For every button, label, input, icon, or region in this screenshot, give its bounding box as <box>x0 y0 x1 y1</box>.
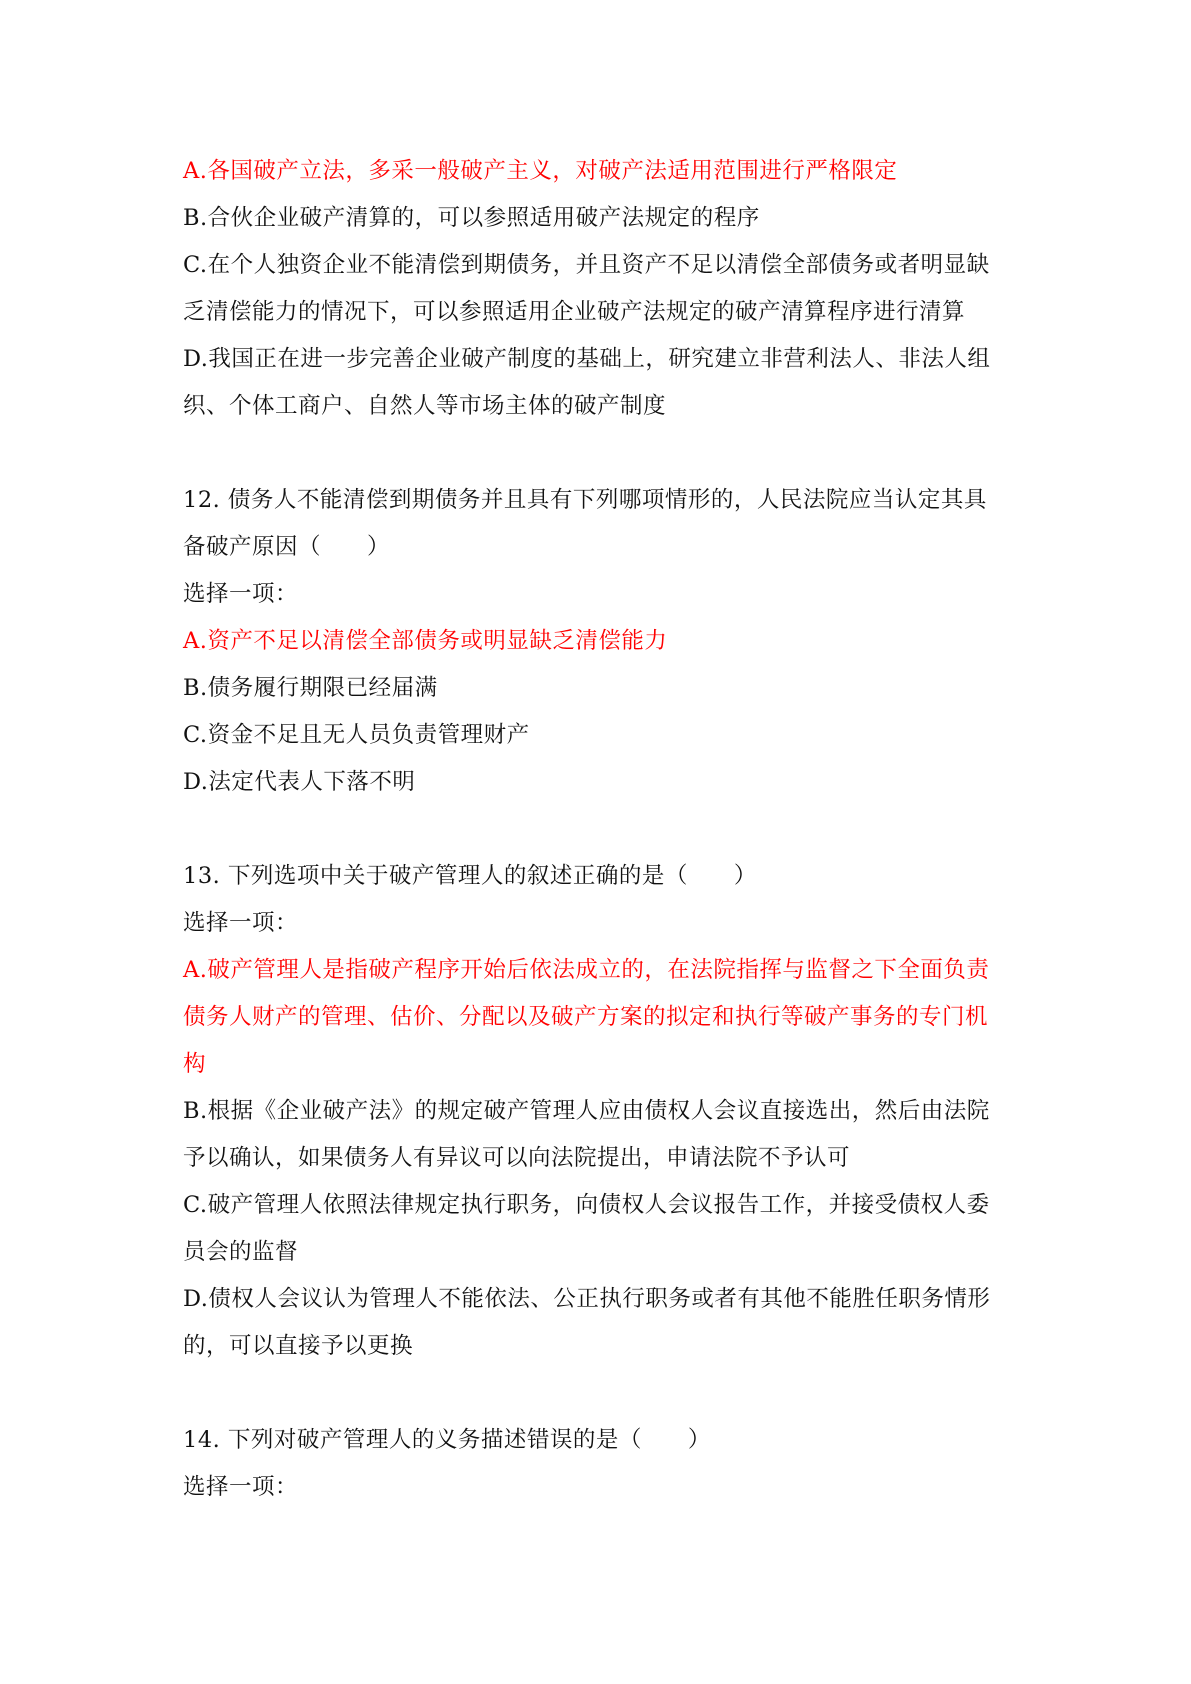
q13-stem: 13. 下列选项中关于破产管理人的叙述正确的是（ ） <box>183 863 757 889</box>
spacer <box>183 1370 1023 1417</box>
q12-option-d: D.法定代表人下落不明 <box>183 769 416 795</box>
q11-option-a-correct: A.各国破产立法，多采一般破产主义，对破产法适用范围进行严格限定 <box>183 158 898 184</box>
q12-stem-line-2: 备破产原因（ ） <box>183 534 391 560</box>
q13-option-a-line-2: 债务人财产的管理、估价、分配以及破产方案的拟定和执行等破产事务的专门机 <box>183 1004 989 1030</box>
spacer <box>183 806 1023 853</box>
q13-prompt: 选择一项： <box>183 910 299 936</box>
question-13 <box>183 853 1023 1370</box>
q14-stem: 14. 下列对破产管理人的义务描述错误的是（ ） <box>183 1427 711 1453</box>
q12-stem-line-1: 12. 债务人不能清偿到期债务并且具有下列哪项情形的，人民法院应当认定其具 <box>183 487 987 513</box>
q14-prompt: 选择一项： <box>183 1474 299 1500</box>
q13-option-d-line-2: 的，可以直接予以更换 <box>183 1333 414 1359</box>
spacer <box>183 430 1023 477</box>
question-11-options <box>183 148 1023 430</box>
q13-option-b-line-1: B.根据《企业破产法》的规定破产管理人应由债权人会议直接选出，然后由法院 <box>183 1098 990 1124</box>
q12-option-a-correct: A.资产不足以清偿全部债务或明显缺乏清偿能力 <box>183 628 668 654</box>
q13-option-c-line-2: 员会的监督 <box>183 1239 299 1265</box>
q11-option-c-line-1: C.在个人独资企业不能清偿到期债务，并且资产不足以清偿全部债务或者明显缺 <box>183 252 990 278</box>
q13-option-a-line-3: 构 <box>183 1051 207 1077</box>
q12-option-b: B.债务履行期限已经届满 <box>183 675 438 701</box>
q13-option-a-line-1: A.破产管理人是指破产程序开始后依法成立的，在法院指挥与监督之下全面负责 <box>183 957 990 983</box>
question-14 <box>183 1417 1023 1511</box>
q11-option-c-line-2: 乏清偿能力的情况下，可以参照适用企业破产法规定的破产清算程序进行清算 <box>183 299 966 325</box>
q12-option-c: C.资金不足且无人员负责管理财产 <box>183 722 530 748</box>
q12-prompt: 选择一项： <box>183 581 299 607</box>
q11-option-d-line-2: 织、个体工商户、自然人等市场主体的破产制度 <box>183 393 667 419</box>
q13-option-c-line-1: C.破产管理人依照法律规定执行职务，向债权人会议报告工作，并接受债权人委 <box>183 1192 990 1218</box>
document-content <box>183 148 1023 1511</box>
q11-option-d-line-1: D.我国正在进一步完善企业破产制度的基础上，研究建立非营利法人、非法人组 <box>183 346 991 372</box>
q11-option-b: B.合伙企业破产清算的，可以参照适用破产法规定的程序 <box>183 205 760 231</box>
question-12 <box>183 477 1023 806</box>
q13-option-d-line-1: D.债权人会议认为管理人不能依法、公正执行职务或者有其他不能胜任职务情形 <box>183 1286 991 1312</box>
q13-option-b-line-2: 予以确认，如果债务人有异议可以向法院提出，申请法院不予认可 <box>183 1145 851 1171</box>
